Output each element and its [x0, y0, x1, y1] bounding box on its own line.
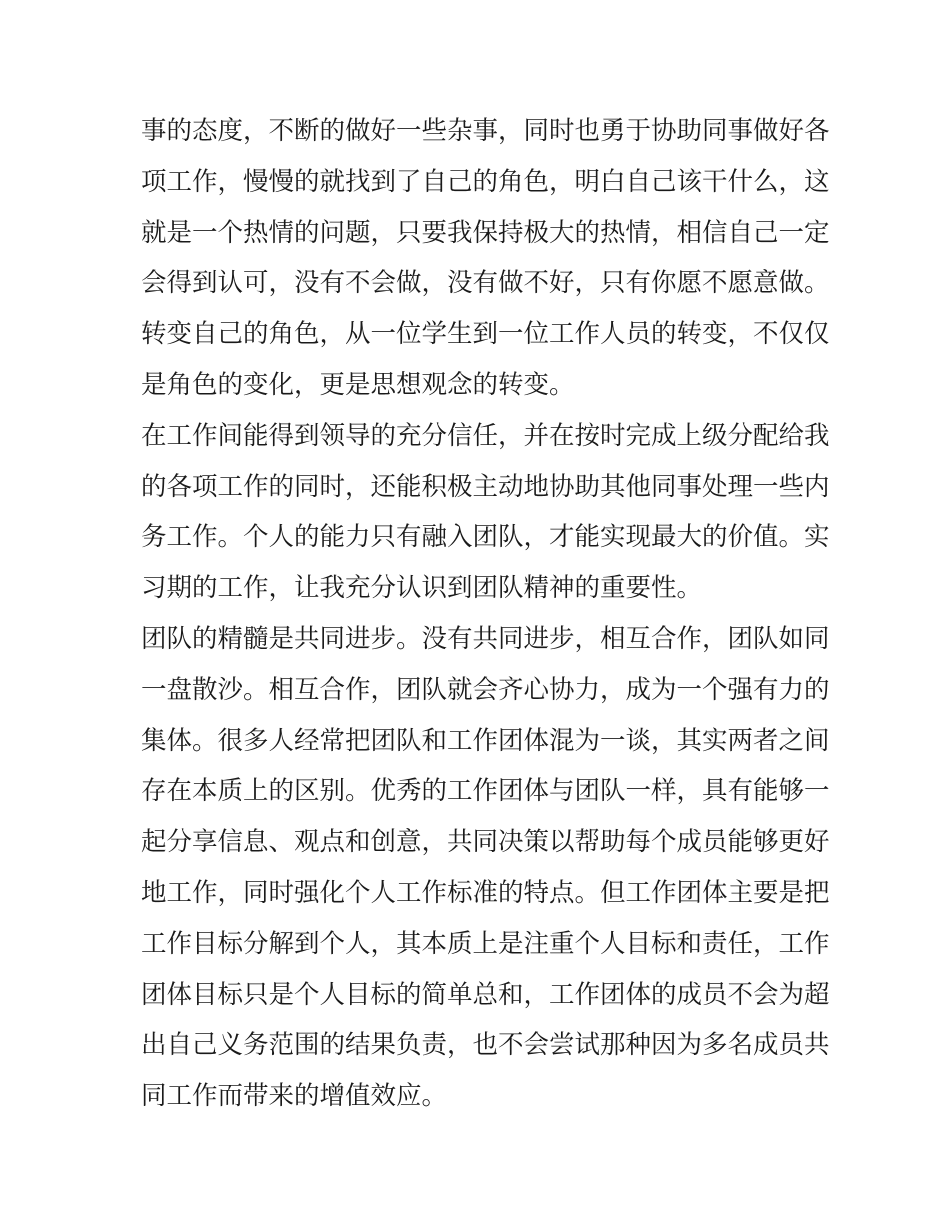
text-line: 转变自己的角色，从一位学生到一位工作人员的转变，不仅仅 [141, 319, 830, 350]
text-line: 一盘散沙。相互合作，团队就会齐心协力，成为一个强有力的 [141, 674, 830, 705]
text-line: 习期的工作，让我充分认识到团队精神的重要性。 [141, 573, 703, 604]
text-line: 会得到认可，没有不会做，没有做不好，只有你愿不愿意做。 [141, 268, 830, 299]
text-line: 在工作间能得到领导的充分信任，并在按时完成上级分配给我 [141, 420, 830, 451]
paragraph-team-essence [141, 614, 830, 1122]
text-line: 就是一个热情的问题，只要我保持极大的热情，相信自己一定 [141, 217, 830, 248]
text-line: 起分享信息、观点和创意，共同决策以帮助每个成员能够更好 [141, 827, 830, 858]
text-line: 存在本质上的区别。优秀的工作团体与团队一样，具有能够一 [141, 776, 830, 807]
text-line: 事的态度，不断的做好一些杂事，同时也勇于协助同事做好各 [141, 116, 830, 146]
text-line: 务工作。个人的能力只有融入团队，才能实现最大的价值。实 [141, 522, 830, 553]
text-line: 是角色的变化，更是思想观念的转变。 [141, 369, 575, 400]
paragraph-team-trust [141, 411, 830, 614]
text-line: 的各项工作的同时，还能积极主动地协助其他同事处理一些内 [141, 471, 830, 502]
text-line: 团体目标只是个人目标的简单总和，工作团体的成员不会为超 [141, 979, 830, 1010]
text-line: 同工作而带来的增值效应。 [141, 1081, 448, 1112]
text-line: 工作目标分解到个人，其本质上是注重个人目标和责任，工作 [141, 928, 830, 959]
text-line: 集体。很多人经常把团队和工作团体混为一谈，其实两者之间 [141, 725, 830, 756]
text-line: 地工作，同时强化个人工作标准的特点。但工作团体主要是把 [141, 877, 830, 908]
text-line: 项工作，慢慢的就找到了自己的角色，明白自己该干什么，这 [141, 166, 830, 197]
text-line: 团队的精髓是共同进步。没有共同进步，相互合作，团队如同 [141, 623, 830, 654]
document-body [141, 106, 830, 1122]
text-line: 出自己义务范围的结果负责，也不会尝试那种因为多名成员共 [141, 1030, 830, 1061]
paragraph-role-change [141, 106, 830, 411]
